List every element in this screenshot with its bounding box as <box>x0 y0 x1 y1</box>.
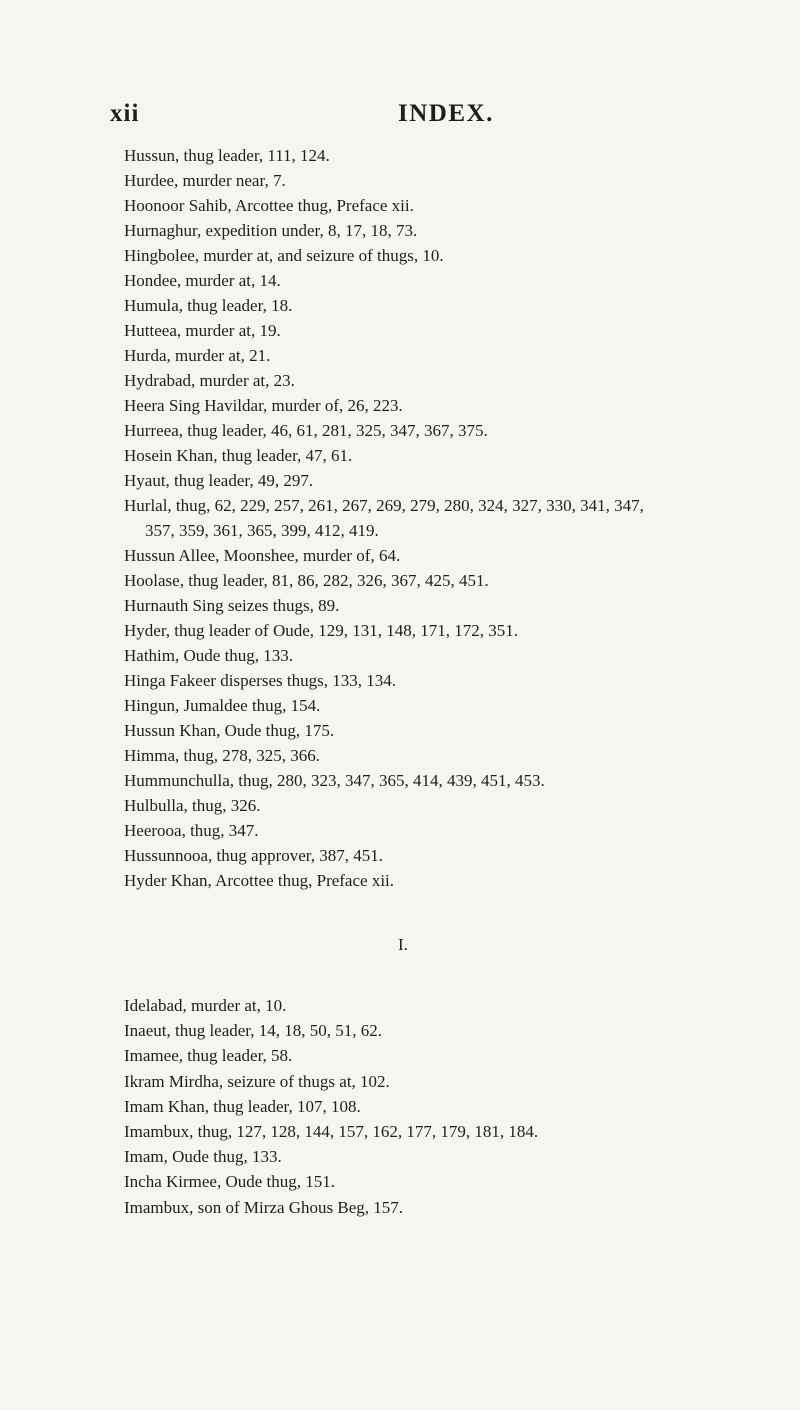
index-entry: Hurnauth Sing seizes thugs, 89. <box>124 596 340 615</box>
index-entry: Incha Kirmee, Oude thug, 151. <box>124 1172 336 1192</box>
index-entry: Hingun, Jumaldee thug, 154. <box>124 696 321 715</box>
index-entry: Idelabad, murder at, 10. <box>124 996 287 1015</box>
index-entry: Heera Sing Havildar, murder of, 26, 223. <box>124 396 403 415</box>
index-entry: Heerooa, thug, 347. <box>124 821 259 840</box>
index-entry: Humula, thug leader, 18. <box>124 296 293 315</box>
index-entry: Hussun Khan, Oude thug, 175. <box>124 721 335 740</box>
index-entry: Hussun, thug leader, 111, 124. <box>124 146 330 165</box>
index-entry: Hurnaghur, expedition under, 8, 17, 18, 73. <box>124 221 418 240</box>
index-entry: Hyder, thug leader of Oude, 129, 131, 148, 171, 172, 351. <box>124 621 519 640</box>
index-entry: Hurda, murder at, 21. <box>124 346 271 365</box>
index-entry: Hutteea, murder at, 19. <box>124 321 281 340</box>
index-entry: Hurlal, thug, 62, 229, 257, 261, 267, 269, 279, 280, 324, 327, 330, 341, 347, <box>124 496 644 515</box>
index-section-h <box>124 143 800 893</box>
index-entry: Himma, thug, 278, 325, 366. <box>124 746 320 765</box>
index-entry: Hathim, Oude thug, 133. <box>124 646 294 665</box>
index-entry: Hussun Allee, Moonshee, murder of, 64. <box>124 546 401 565</box>
index-entry: Imam, Oude thug, 133. <box>124 1147 282 1167</box>
index-entry: Hosein Khan, thug leader, 47, 61. <box>124 446 353 465</box>
page-number: xii <box>110 100 140 127</box>
index-entry: Ikram Mirdha, seizure of thugs at, 102. <box>124 1071 390 1091</box>
index-entry-continuation: 357, 359, 361, 365, 399, 412, 419. <box>145 521 379 540</box>
index-entry: Imam Khan, thug leader, 107, 108. <box>124 1096 361 1116</box>
index-section-i <box>124 993 800 1220</box>
index-entry: Hinga Fakeer disperses thugs, 133, 134. <box>124 671 396 690</box>
index-entry: Hoolase, thug leader, 81, 86, 282, 326, 367, 425, 451. <box>124 571 489 590</box>
index-entry: Hoonoor Sahib, Arcottee thug, Preface xii. <box>124 196 414 215</box>
index-entry: Hyder Khan, Arcottee thug, Preface xii. <box>124 871 395 890</box>
index-entry: Hondee, murder at, 14. <box>124 271 281 290</box>
index-entry: Hingbolee, murder at, and seizure of thugs, 10. <box>124 246 444 265</box>
index-entry: Hurreea, thug leader, 46, 61, 281, 325, 347, 367, 375. <box>124 421 488 440</box>
index-entry: Hyaut, thug leader, 49, 297. <box>124 471 314 490</box>
index-entry: Hummunchulla, thug, 280, 323, 347, 365, 414, 439, 451, 453. <box>124 771 545 790</box>
index-entry: Imambux, thug, 127, 128, 144, 157, 162, 177, 179, 181, 184. <box>124 1122 539 1142</box>
section-heading-i: I. <box>398 935 408 954</box>
index-entry: Imamee, thug leader, 58. <box>124 1046 293 1066</box>
index-entry: Imambux, son of Mirza Ghous Beg, 157. <box>124 1197 404 1217</box>
page-title: INDEX. <box>398 100 494 127</box>
index-entry: Hurdee, murder near, 7. <box>124 171 286 190</box>
index-entry: Inaeut, thug leader, 14, 18, 50, 51, 62. <box>124 1021 383 1041</box>
index-entry: Hussunnooa, thug approver, 387, 451. <box>124 846 384 865</box>
index-entry: Hulbulla, thug, 326. <box>124 796 261 815</box>
page-header <box>0 100 800 140</box>
index-entry: Hydrabad, murder at, 23. <box>124 371 295 390</box>
